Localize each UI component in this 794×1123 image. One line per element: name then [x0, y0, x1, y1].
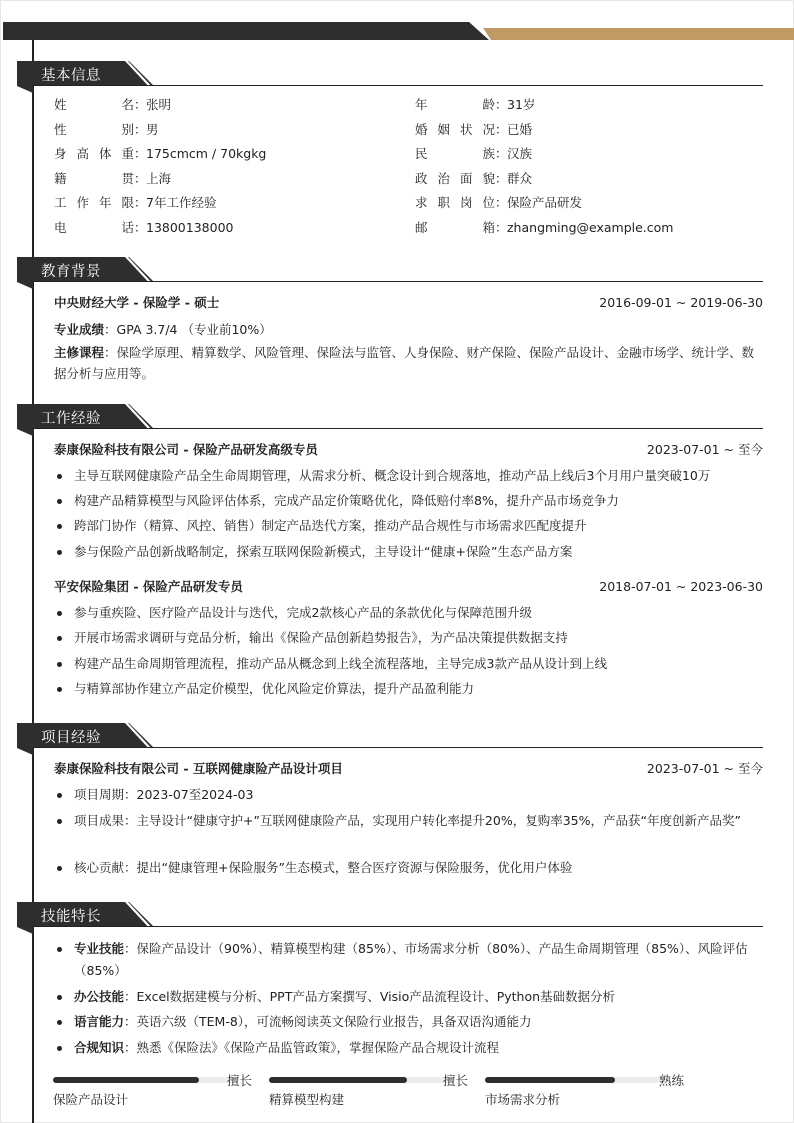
section-title: 教育背景	[41, 264, 101, 280]
section-title: 工作经验	[41, 411, 101, 427]
section-header-education	[17, 257, 763, 282]
info-label: 邮 箱	[415, 220, 495, 235]
top-decor-dark-bar	[3, 22, 489, 40]
info-value: 175cmcm / 70kgkg	[146, 146, 267, 162]
info-row	[54, 193, 354, 213]
education-school-line: 中央财经大学 - 保险学 - 硕士	[54, 295, 220, 310]
section-fold-decor	[17, 748, 33, 755]
info-label: 政 治 面 貌	[415, 170, 495, 186]
info-colon: ：	[495, 220, 508, 235]
info-colon: ：	[495, 97, 508, 112]
info-label: 工 作 年 限	[54, 195, 134, 211]
skill-value: ：熟悉《保险法》《保险产品监管政策》，掌握保险产品合规设计流程	[124, 1040, 500, 1055]
skill-label: 语言能力	[74, 1014, 125, 1029]
section-divider	[33, 428, 763, 429]
info-row	[54, 218, 354, 238]
section-fold-decor	[17, 86, 33, 93]
info-colon: ：	[134, 146, 147, 162]
job-title: 泰康保险科技有限公司 - 保险产品研发高级专员	[54, 442, 318, 457]
gpa-value: ：GPA 3.7/4 （专业前10%）	[104, 322, 272, 337]
info-label: 姓 名	[54, 97, 134, 112]
top-decor-gold-bar	[483, 28, 794, 40]
info-colon: ：	[495, 146, 508, 162]
skill-label: 专业技能	[74, 941, 125, 956]
info-label: 身 高 体 重	[54, 146, 134, 162]
skill-bar-fill	[53, 1077, 199, 1083]
skill-label: 合规知识	[74, 1040, 125, 1055]
skill-name: 保险产品设计	[53, 1092, 129, 1107]
job-bullet: 与精算部协作建立产品定价模型，优化风险定价算法，提升产品盈利能力	[54, 678, 766, 700]
section-header-project	[17, 723, 763, 748]
info-value: 张明	[146, 97, 172, 112]
info-label: 求 职 岗 位	[415, 195, 495, 211]
info-value: 31岁	[507, 97, 536, 112]
job-bullet: 主导互联网健康险产品全生命周期管理，从需求分析、概念设计到合规落地，推动产品上线后3个月用户量突破10万	[54, 465, 766, 487]
info-row	[54, 144, 354, 164]
skill-bullet	[54, 1011, 766, 1033]
skill-bar-track	[53, 1077, 233, 1083]
project-bullet: 核心贡献：提出“健康管理+保险服务”生态模式，整合医疗资源与保险服务，优化用户体验	[54, 857, 766, 879]
info-label: 籍 贯	[54, 170, 134, 186]
skill-bar-fill	[269, 1077, 407, 1083]
project-date: 2023-07-01 ~ 至今	[646, 761, 763, 776]
skill-name: 市场需求分析	[485, 1092, 561, 1107]
info-value: 已婚	[507, 121, 533, 137]
info-row	[415, 193, 715, 213]
info-label: 性 别	[54, 121, 134, 137]
info-value: 保险产品研发	[507, 195, 583, 211]
info-row	[54, 95, 354, 115]
skill-bar-track	[269, 1077, 449, 1083]
skill-label: 办公技能	[74, 989, 125, 1004]
section-divider	[33, 747, 763, 748]
skill-value: ：英语六级（TEM-8），可流畅阅读英文保险行业报告，具备双语沟通能力	[124, 1014, 532, 1029]
job-bullet: 构建产品生命周期管理流程，推动产品从概念到上线全流程落地，主导完成3款产品从设计到上线	[54, 653, 766, 675]
project-name: 泰康保险科技有限公司 - 互联网健康险产品设计项目	[54, 761, 343, 776]
info-label: 婚 姻 状 况	[415, 121, 495, 137]
info-colon: ：	[134, 97, 147, 112]
courses-value: ：保险学原理、精算数学、风险管理、保险法与监管、人身保险、财产保险、保险产品设计、金融市场学、统计学、数据分析与应用等。	[54, 345, 755, 381]
section-header-basic-info	[17, 61, 763, 86]
info-colon: ：	[134, 121, 147, 137]
job-bullet: 跨部门协作（精算、风控、销售）制定产品迭代方案，推动产品合规性与市场需求匹配度提升	[54, 515, 766, 537]
left-vertical-rule	[32, 40, 34, 1123]
info-colon: ：	[134, 220, 147, 235]
skill-value: ：保险产品设计（90%）、精算模型构建（85%）、市场需求分析（80%）、产品生命周期管理（85%）、风险评估（85%）	[74, 941, 748, 978]
section-title: 技能特长	[41, 909, 101, 925]
info-value: 群众	[507, 170, 533, 186]
job-bullet: 参与保险产品创新战略制定，探索互联网保险新模式，主导设计“健康+保险”生态产品方案	[54, 541, 766, 563]
info-value: 男	[146, 121, 159, 137]
info-row	[54, 120, 354, 140]
section-header-skills	[17, 902, 763, 927]
education-date: 2016-09-01 ~ 2019-06-30	[599, 295, 763, 310]
gpa-label: 专业成绩	[54, 322, 105, 337]
info-row	[415, 120, 715, 140]
education-courses	[54, 342, 766, 384]
skill-level: 擅长	[443, 1073, 469, 1088]
education-entry-header	[54, 293, 763, 313]
info-colon: ：	[134, 195, 147, 211]
skill-bullet	[54, 1037, 766, 1059]
section-header-work	[17, 404, 763, 429]
info-label: 年 龄	[415, 97, 495, 112]
skill-bar-track	[485, 1077, 665, 1083]
info-row	[415, 218, 715, 238]
section-divider	[33, 926, 763, 927]
job-bullet: 参与重疾险、医疗险产品设计与迭代，完成2款核心产品的条款优化与保障范围升级	[54, 602, 766, 624]
education-gpa	[54, 319, 766, 340]
job-header	[54, 577, 763, 597]
info-label: 电 话	[54, 220, 134, 235]
section-divider	[33, 85, 763, 86]
skill-value: ：Excel数据建模与分析、PPT产品方案撰写、Visio产品流程设计、Python基础数据分析	[124, 989, 616, 1004]
section-fold-decor	[17, 429, 33, 436]
skill-level: 熟练	[659, 1073, 685, 1088]
section-divider	[33, 281, 763, 282]
skill-bullet	[54, 986, 766, 1008]
skill-name: 精算模型构建	[269, 1092, 345, 1107]
job-title: 平安保险集团 - 保险产品研发专员	[54, 579, 243, 594]
info-value: 汉族	[507, 146, 533, 162]
job-date: 2023-07-01 ~ 至今	[646, 442, 763, 457]
info-label: 民 族	[415, 146, 495, 162]
info-row	[415, 144, 715, 164]
project-header	[54, 759, 763, 779]
info-value: zhangming@example.com	[507, 220, 674, 235]
info-colon: ：	[495, 121, 508, 137]
courses-label: 主修课程	[54, 345, 105, 360]
job-bullet: 开展市场需求调研与竞品分析，输出《保险产品创新趋势报告》，为产品决策提供数据支持	[54, 627, 766, 649]
info-colon: ：	[495, 170, 508, 186]
skill-bar-fill	[485, 1077, 615, 1083]
section-title: 项目经验	[41, 730, 101, 746]
project-bullet: 项目成果：主导设计“健康守护+”互联网健康险产品，实现用户转化率提升20%，复购率35%，产品获“年度创新产品奖”	[54, 810, 766, 832]
job-header	[54, 440, 763, 460]
info-colon: ：	[495, 195, 508, 211]
job-date: 2018-07-01 ~ 2023-06-30	[599, 579, 763, 594]
skill-bullet	[54, 938, 766, 982]
section-fold-decor	[17, 282, 33, 289]
section-title: 基本信息	[41, 68, 101, 84]
section-fold-decor	[17, 927, 33, 934]
info-value: 7年工作经验	[146, 195, 217, 211]
info-row	[415, 95, 715, 115]
info-value: 上海	[146, 170, 172, 186]
job-bullet: 构建产品精算模型与风险评估体系，完成产品定价策略优化，降低赔付率8%，提升产品市场竞争力	[54, 490, 766, 512]
info-colon: ：	[134, 170, 147, 186]
info-row	[415, 169, 715, 189]
skill-level: 擅长	[227, 1073, 253, 1088]
info-value: 13800138000	[146, 220, 234, 235]
info-row	[54, 169, 354, 189]
project-bullet: 项目周期：2023-07至2024-03	[54, 784, 766, 806]
